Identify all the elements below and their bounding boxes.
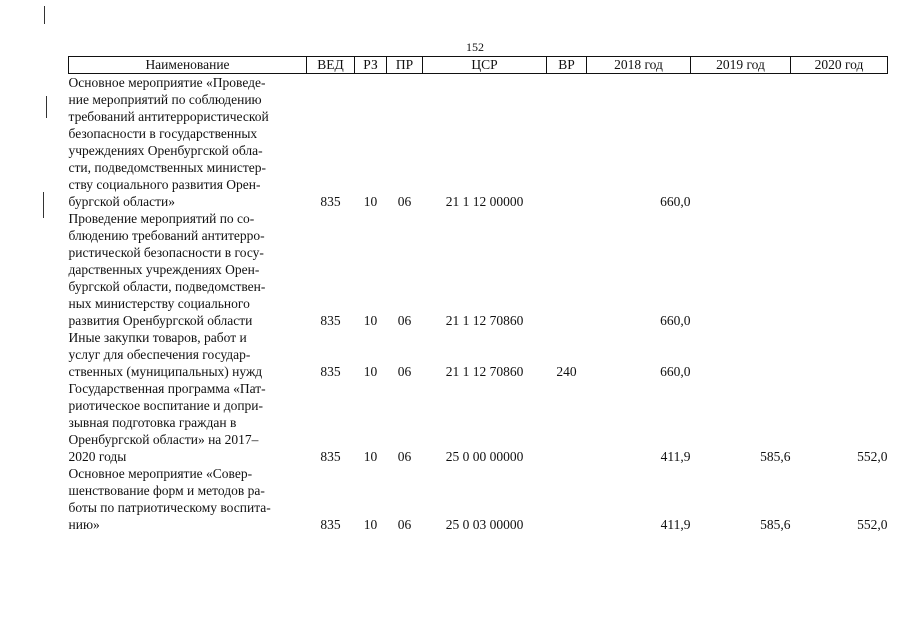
row-2018: 411,9 xyxy=(660,449,691,464)
table-row xyxy=(69,465,888,533)
header-row xyxy=(69,57,888,74)
row-ved: 835 xyxy=(320,364,341,379)
row-rz: 10 xyxy=(363,517,378,532)
scan-mark xyxy=(46,96,47,118)
row-pr: 06 xyxy=(397,313,412,328)
row-csr: 21 1 12 00000 xyxy=(445,194,524,209)
table-row xyxy=(69,210,888,329)
header-csr: ЦСР xyxy=(423,57,547,74)
header-2020: 2020 год xyxy=(791,57,888,74)
row-2020 xyxy=(791,210,888,329)
row-2020 xyxy=(791,74,888,211)
page-number: 152 xyxy=(466,40,484,54)
row-2018: 660,0 xyxy=(660,313,691,328)
table-row xyxy=(69,74,888,211)
row-vr xyxy=(547,210,587,329)
row-ved: 835 xyxy=(320,449,341,464)
row-vr: 240 xyxy=(556,364,577,379)
row-name: Иные закупки товаров, работ и услуг для обеспечения государ- ственных (муниципальных) нужд xyxy=(68,330,263,379)
row-pr: 06 xyxy=(397,194,412,209)
row-pr: 06 xyxy=(397,517,412,532)
table-row xyxy=(69,329,888,380)
row-pr: 06 xyxy=(397,449,412,464)
row-rz: 10 xyxy=(363,364,378,379)
row-name: Основное мероприятие «Проведе- ние мероприятий по соблюдению требований антитеррористической безопасности в государственных учреждениях Оренбургской обла- сти, подведомственных министер- ству социального развития Орен- бургской области» xyxy=(68,75,269,209)
row-rz: 10 xyxy=(363,313,378,328)
row-2018: 660,0 xyxy=(660,194,691,209)
table-row xyxy=(69,380,888,465)
row-name: Государственная программа «Пат- риотическое воспитание и допри- зывная подготовка граждан в Оренбургской области» на 2017– 2020 годы xyxy=(68,381,266,464)
row-ved: 835 xyxy=(320,313,341,328)
header-2018: 2018 год xyxy=(587,57,691,74)
row-vr xyxy=(547,380,587,465)
row-ved: 835 xyxy=(320,517,341,532)
row-name: Основное мероприятие «Совер- шенствование форм и методов ра- боты по патриотическому воспита- нию» xyxy=(68,466,271,532)
row-vr xyxy=(547,465,587,533)
budget-table xyxy=(68,56,888,533)
row-ved: 835 xyxy=(320,194,341,209)
row-rz: 10 xyxy=(363,194,378,209)
header-pr: ПР xyxy=(387,57,423,74)
row-2020: 552,0 xyxy=(857,517,888,532)
row-2019 xyxy=(691,74,791,211)
row-2018: 411,9 xyxy=(660,517,691,532)
row-vr xyxy=(547,74,587,211)
header-vr: ВР xyxy=(547,57,587,74)
scan-mark xyxy=(44,6,45,24)
row-2019: 585,6 xyxy=(760,449,791,464)
row-2019 xyxy=(691,329,791,380)
row-pr: 06 xyxy=(397,364,412,379)
header-rz: РЗ xyxy=(355,57,387,74)
row-csr: 21 1 12 70860 xyxy=(445,313,524,328)
row-rz: 10 xyxy=(363,449,378,464)
row-csr: 21 1 12 70860 xyxy=(445,364,524,379)
scan-mark xyxy=(43,192,44,218)
header-name: Наименование xyxy=(69,57,307,74)
row-2019: 585,6 xyxy=(760,517,791,532)
row-csr: 25 0 03 00000 xyxy=(445,517,524,532)
row-csr: 25 0 00 00000 xyxy=(445,449,524,464)
row-name: Проведение мероприятий по со- блюдению требований антитерро- ристической безопасности в госу- дарственных учреждениях Орен- бургской области, подведомствен- ных министерству социального развития Оренбургской области xyxy=(68,211,266,328)
row-2019 xyxy=(691,210,791,329)
header-2019: 2019 год xyxy=(691,57,791,74)
row-2020 xyxy=(791,329,888,380)
row-2018: 660,0 xyxy=(660,364,691,379)
header-ved: ВЕД xyxy=(307,57,355,74)
row-2020: 552,0 xyxy=(857,449,888,464)
